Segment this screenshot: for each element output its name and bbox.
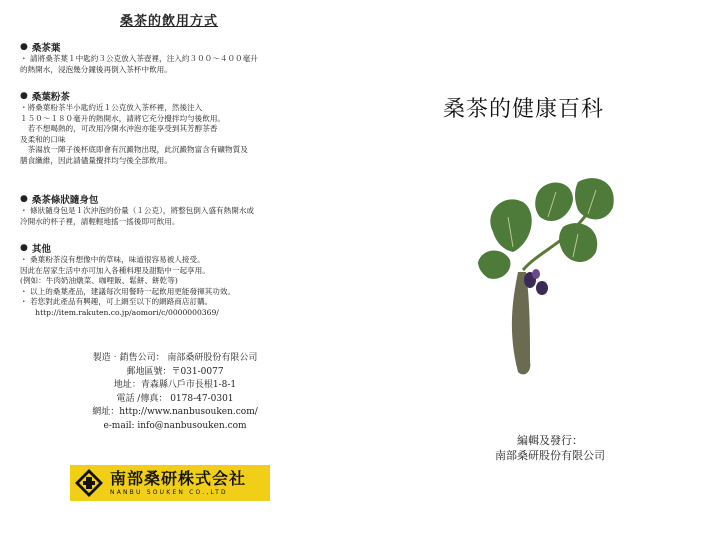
- section-line: 因此在居家生活中亦可加入各種料理及甜點中一起享用。: [20, 265, 210, 275]
- section-line: ・ 以上的桑葉產品，建議每次用餐時一起飲用更能發揮其功效。: [20, 286, 236, 296]
- section-mulberry-leaf: [20, 40, 332, 75]
- section-line: ・ 若您對此產品有興趣，可上網至以下的網路商店訂購。: [20, 297, 213, 306]
- website-line[interactable]: 網址：http://www.nanbusouken.com/: [92, 407, 258, 418]
- section-line: ・ 條狀隨身包是１次沖泡的份量（１公克），將整包倒入盛有熱開水或: [20, 206, 255, 215]
- section-line: 冷開水的杯子裡，請輕輕地搖一搖後即可飲用。: [20, 216, 180, 226]
- leaf-shape: [490, 199, 531, 252]
- bullet-icon: ●: [20, 194, 28, 204]
- publisher-name: 南部桑研股份有限公司: [495, 449, 605, 462]
- section-line: ・ 桑葉粉茶沒有想像中的草味，味道很容易被人接受。: [20, 255, 205, 264]
- section-line: 及柔和的口味: [20, 134, 66, 144]
- section-line: 膳食纖維，因此請儘量攪拌均勻後全部飲用。: [20, 155, 172, 165]
- company-logo: [70, 465, 270, 501]
- leaf-shape: [478, 250, 510, 278]
- bullet-icon: ●: [20, 243, 28, 253]
- section-line: 的熱開水，浸泡幾分鐘後再倒入茶杯中飲用。: [20, 64, 172, 74]
- section-line: ・ 請將桑茶葉１中匙約３公克放入茶壺裡，注入約３００～４００毫升: [20, 54, 258, 63]
- postal-code-line: 郵地區號：〒031-0077: [126, 366, 224, 377]
- publisher-label: 編輯及發行：: [517, 434, 583, 447]
- publisher-block: [470, 433, 630, 463]
- leaf-shape: [559, 223, 597, 262]
- bullet-icon: ●: [20, 42, 28, 52]
- section-stick-pack: [20, 192, 332, 227]
- shop-url[interactable]: http://item.rakuten.co.jp/aomori/c/0000000369/: [20, 307, 219, 317]
- berry-shape: [536, 281, 548, 295]
- mulberry-plant-illustration: [478, 172, 628, 382]
- drinking-method-title: 桑茶的飲用方式: [120, 14, 219, 29]
- section-line: 若不想喝熱的，可改用冷開水沖泡亦能享受到其芳醇茶香: [20, 124, 218, 133]
- section-heading: 桑葉粉茶: [31, 92, 70, 103]
- section-line: ・將桑葉粉茶半小匙約近１公克放入茶杯裡，然後注入: [20, 103, 203, 112]
- section-heading: 其他: [31, 244, 51, 255]
- section-line: 茶湯放一陣子後杯底即會有沉澱物出現，此沉澱物富含有礦物質及: [20, 145, 248, 154]
- section-leaf-powder: [20, 89, 332, 166]
- logo-japanese-name: 南部桑研株式会社: [110, 468, 247, 488]
- health-encyclopedia-title: 桑茶的健康百科: [443, 97, 605, 122]
- stem-shape: [512, 272, 530, 374]
- leaf-shape: [575, 178, 614, 219]
- phone-fax-line: 電話 /傳真： 0178-47-0301: [116, 393, 234, 404]
- manufacturer-line: 製造‧銷售公司： 南部桑研股份有限公司: [92, 353, 258, 363]
- section-line: １５０～１８０毫升的熱開水，請將它充分攪拌均勻後飲用。: [20, 113, 226, 123]
- address-line: 地址：青森縣八戶市長根1-8-1: [113, 380, 237, 391]
- section-heading: 桑茶條狀隨身包: [31, 195, 99, 206]
- section-heading: 桑茶葉: [31, 43, 61, 54]
- section-line: (例如：牛肉奶油燉菜、咖哩飯、鬆餅、餅乾等): [20, 276, 178, 285]
- logo-emblem-icon: [74, 468, 104, 498]
- email-line[interactable]: e-mail: info@nanbusouken.com: [103, 420, 247, 431]
- bullet-icon: ●: [20, 91, 28, 101]
- berry-shape: [532, 269, 540, 279]
- section-other: [20, 241, 332, 318]
- company-contact-block: [60, 352, 290, 434]
- logo-english-name: NANBU SOUKEN CO.,LTD: [110, 488, 228, 496]
- leaf-shape: [535, 183, 573, 221]
